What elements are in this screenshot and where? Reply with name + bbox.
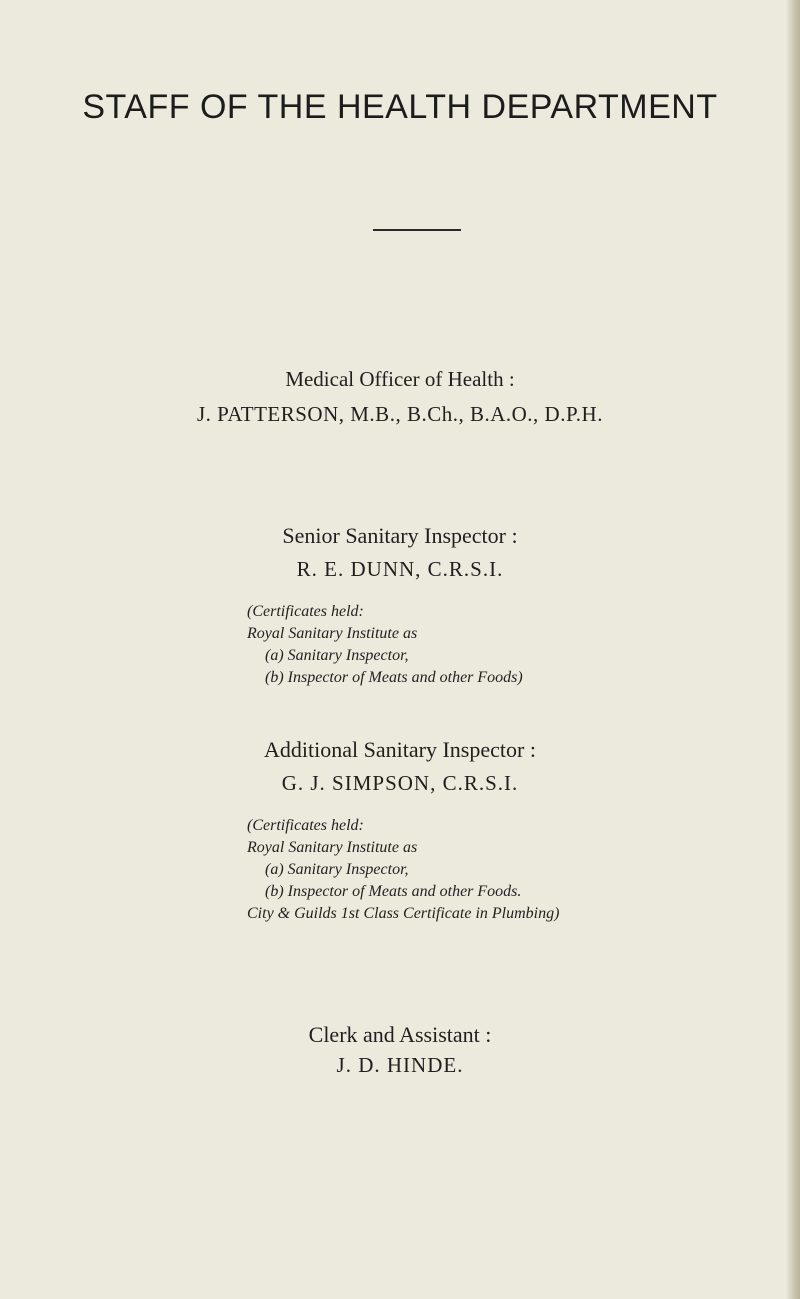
medical-officer-name: J. PATTERSON, M.B., B.Ch., B.A.O., D.P.H. xyxy=(197,402,603,426)
certificate-line: Royal Sanitary Institute as xyxy=(247,625,418,642)
clerk-name: J. D. HINDE. xyxy=(336,1053,464,1077)
certificate-line: Royal Sanitary Institute as xyxy=(247,839,418,856)
senior-inspector-role: Senior Sanitary Inspector : xyxy=(282,523,518,548)
medical-officer-role: Medical Officer of Health : xyxy=(285,367,515,391)
page-title: STAFF OF THE HEALTH DEPARTMENT xyxy=(82,88,718,126)
certificate-line: (a) Sanitary Inspector, xyxy=(265,647,409,664)
certificate-line: (b) Inspector of Meats and other Foods) xyxy=(265,669,523,686)
additional-inspector-role: Additional Sanitary Inspector : xyxy=(264,737,536,762)
divider-rule xyxy=(373,229,461,231)
certificate-line: City & Guilds 1st Class Certificate in Plumbing) xyxy=(247,905,560,922)
page-edge xyxy=(786,0,800,1299)
certificate-line: (Certificates held: xyxy=(247,603,364,620)
certificate-line: (a) Sanitary Inspector, xyxy=(265,861,409,878)
senior-inspector-name: R. E. DUNN, C.R.S.I. xyxy=(296,557,504,581)
clerk-role: Clerk and Assistant : xyxy=(308,1022,492,1047)
senior-inspector-certificates xyxy=(247,601,523,689)
certificate-line: (Certificates held: xyxy=(247,817,364,834)
additional-inspector-name: G. J. SIMPSON, C.R.S.I. xyxy=(281,771,519,795)
certificate-line: (b) Inspector of Meats and other Foods. xyxy=(265,883,522,900)
additional-inspector-certificates xyxy=(247,815,559,925)
